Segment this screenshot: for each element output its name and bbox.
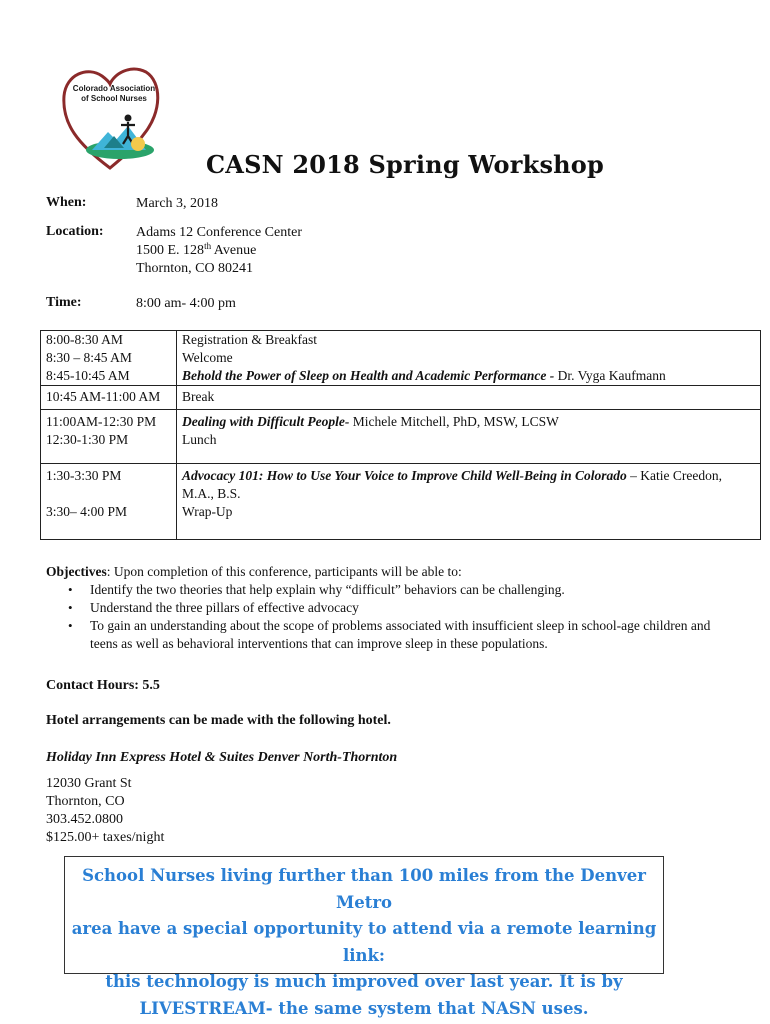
table-row [41, 431, 761, 464]
schedule-time: 1:30-3:30 PM [41, 464, 177, 504]
schedule-time: 10:45 AM-11:00 AM [41, 386, 177, 410]
location-label: Location: [46, 224, 104, 239]
logo-line-2: of School Nurses [81, 93, 147, 103]
remote-learning-banner [64, 856, 664, 1018]
table-row [41, 503, 761, 540]
banner-line-2: area have a special opportunity to attend via a remote learning link: [71, 919, 657, 965]
banner-line-4: LIVESTREAM- the same system that NASN uses. [139, 998, 589, 1018]
location-line-1: Adams 12 Conference Center [136, 225, 302, 240]
hotel-address [46, 775, 164, 847]
hotel-note: Hotel arrangements can be made with the following hotel. [46, 713, 391, 728]
objectives-list [46, 581, 726, 653]
list-item: • Understand the three pillars of effective advocacy [90, 599, 726, 617]
objectives-section [46, 563, 726, 653]
schedule-item: Behold the Power of Sleep on Health and Academic Performance - Dr. Vyga Kaufmann [177, 367, 761, 386]
schedule-item: Break [177, 386, 761, 410]
time-value: 8:00 am- 4:00 pm [136, 296, 236, 311]
location-line-3: Thornton, CO 80241 [136, 261, 254, 276]
when-value: March 3, 2018 [136, 196, 219, 211]
schedule-item: Advocacy 101: How to Use Your Voice to Improve Child Well-Being in Colorado – Katie Creedon, M.A., B.S. [182, 468, 722, 501]
table-row [41, 464, 761, 504]
hotel-street: 12030 Grant St [46, 776, 132, 791]
schedule-time: 12:30-1:30 PM [41, 431, 177, 464]
schedule-item: Lunch [177, 431, 761, 464]
objectives-intro: Objectives: Upon completion of this conference, participants will be able to: [46, 564, 462, 579]
list-item: • Identify the two theories that help explain why “difficult” behaviors can be challenging. [90, 581, 726, 599]
hotel-price: $125.00+ taxes/night [46, 830, 165, 845]
hotel-city: Thornton, CO [46, 794, 125, 809]
schedule-time: 8:45-10:45 AM [41, 367, 177, 386]
schedule-time: 8:00-8:30 AM [41, 331, 177, 350]
location-value [136, 224, 302, 278]
when-label: When: [46, 195, 87, 210]
list-item: • To gain an understanding about the scope of problems associated with insufficient sleep in school-age children and teens as well as behavioral interventions that can improve sleep in these populations. [90, 617, 726, 653]
banner-line-1: School Nurses living further than 100 miles from the Denver Metro [82, 866, 646, 912]
logo-line-1: Colorado Association [72, 84, 156, 93]
schedule-item: Dealing with Difficult People- Michele Mitchell, PhD, MSW, LCSW [182, 414, 559, 429]
time-label: Time: [46, 295, 82, 310]
hotel-name: Holiday Inn Express Hotel & Suites Denver North-Thornton [46, 750, 398, 765]
schedule-time: 11:00AM-12:30 PM [41, 410, 177, 432]
schedule-item: Welcome [182, 350, 233, 365]
hotel-phone: 303.452.0800 [46, 812, 123, 827]
schedule-time: 3:30– 4:00 PM [41, 503, 177, 540]
page-title: CASN 2018 Spring Workshop [206, 150, 604, 179]
schedule-item: Registration & Breakfast [182, 332, 317, 347]
banner-line-3: this technology is much improved over last year. It is by [105, 972, 623, 991]
table-row [41, 331, 761, 350]
table-row [41, 349, 761, 367]
schedule-item: Wrap-Up [182, 504, 233, 519]
table-row [41, 410, 761, 432]
schedule-table [40, 330, 761, 540]
table-row [41, 367, 761, 386]
contact-hours: Contact Hours: 5.5 [46, 678, 160, 693]
location-line-2: 1500 E. 128th Avenue [136, 241, 257, 258]
schedule-time: 8:30 – 8:45 AM [41, 349, 177, 367]
table-row [41, 386, 761, 410]
